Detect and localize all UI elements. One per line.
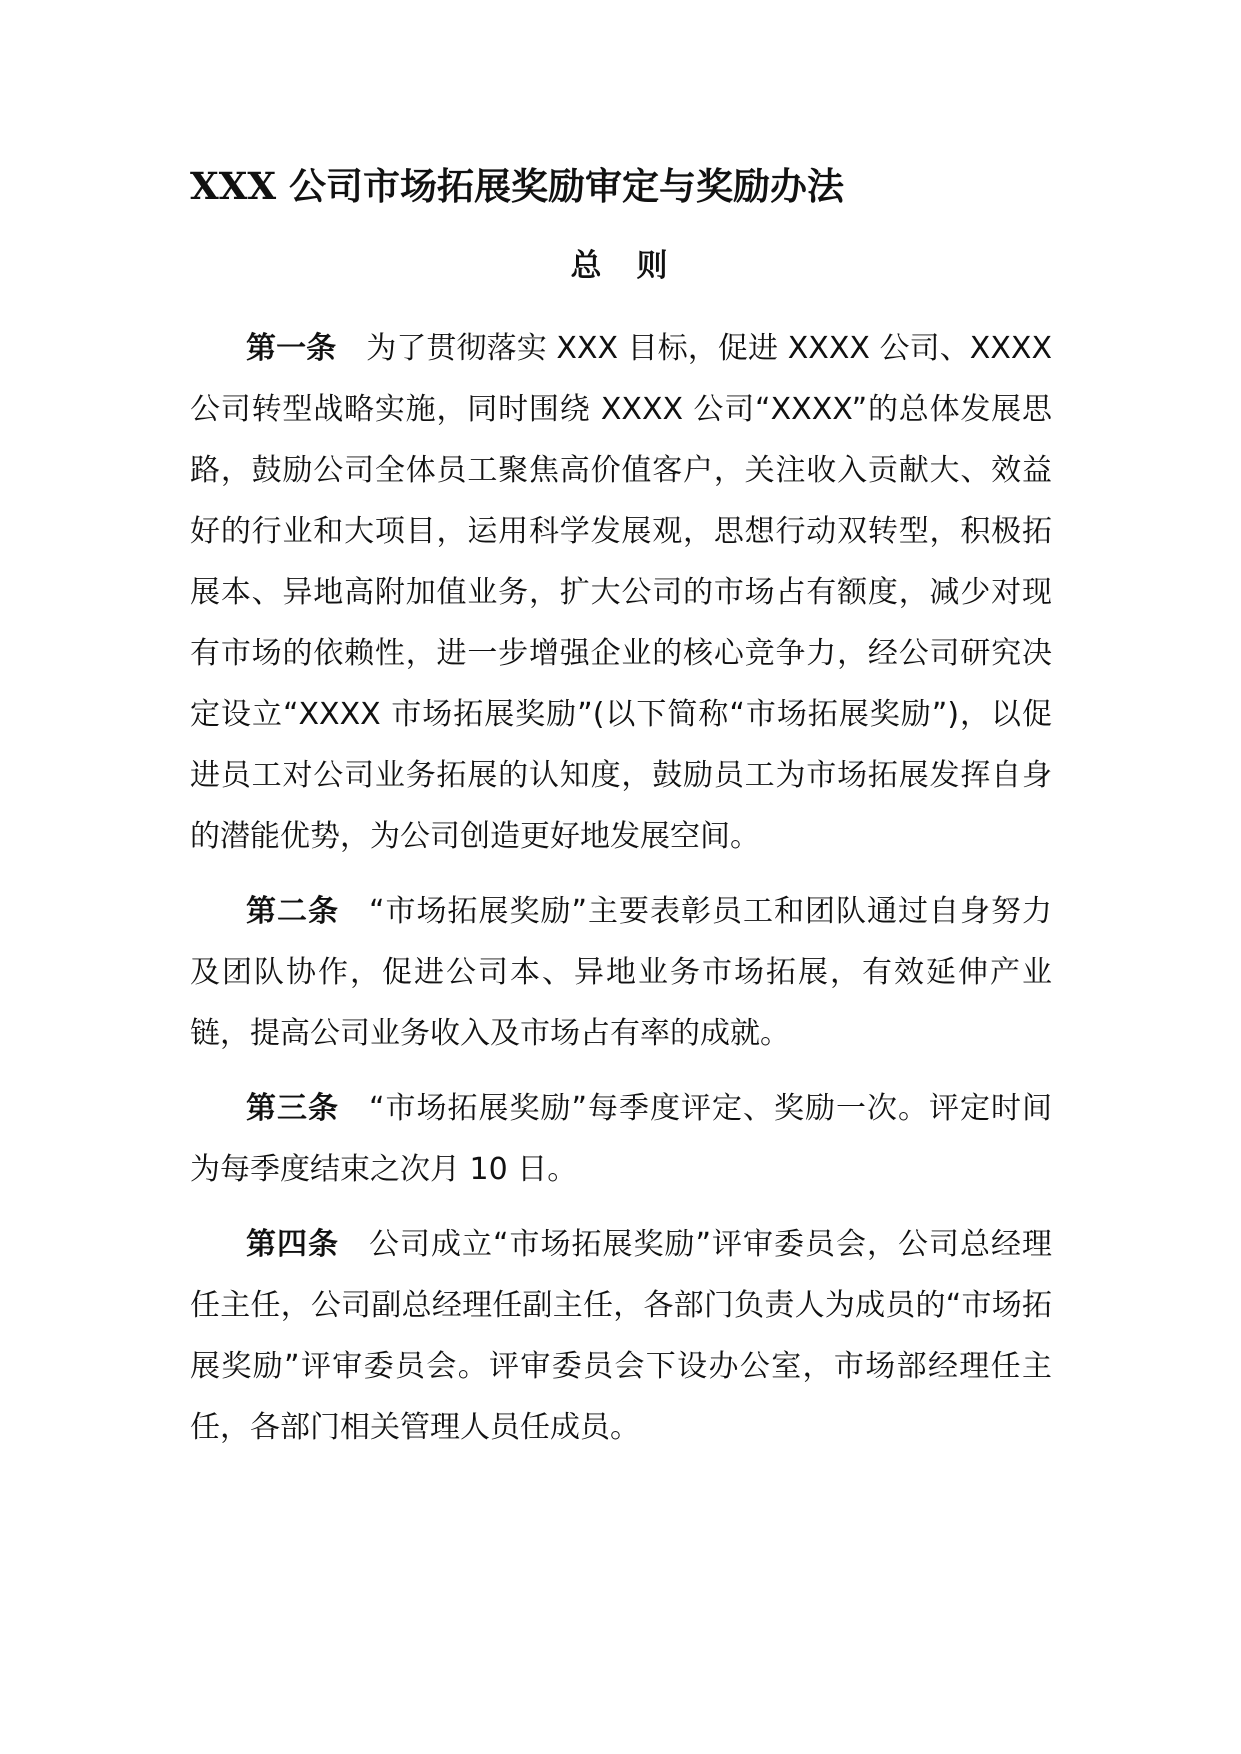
section-heading-general-provisions: 总 则: [570, 248, 670, 284]
article-text: 为了贯彻落实 XXX 目标，促进 XXXX 公司、XXXX 公司转型战略实施，同时围绕 XXXX 公司“XXXX”的总体发展思路，鼓励公司全体员工聚焦高价值客户，关注收入贡献大、效益好的行业和大项目，运用科学发展观，思想行动双转型，积极拓展本、异地高附加值业务，扩大公司的市场占有额度，减少对现有市场的依赖性，进一步增强企业的核心竞争力，经公司研究决定设立“XXXX 市场拓展奖励”(以下简称“市场拓展奖励”)，以促进员工对公司业务拓展的认知度，鼓励员工为市场拓展发挥自身的潜能优势，为公司创造更好地发展空间。: [190, 331, 1053, 854]
article-3: [190, 1078, 1052, 1200]
document-title: XXX 公司市场拓展奖励审定与奖励办法: [190, 164, 845, 208]
article-4: [190, 1214, 1052, 1458]
article-text: “市场拓展奖励”主要表彰员工和团队通过自身努力及团队协作，促进公司本、异地业务市场拓展，有效延伸产业链，提高公司业务收入及市场占有率的成就。: [190, 894, 1053, 1051]
article-number: 第四条: [246, 1227, 339, 1262]
article-text: “市场拓展奖励”每季度评定、奖励一次。评定时间为每季度结束之次月 10 日。: [190, 1091, 1053, 1187]
article-number: 第三条: [246, 1091, 339, 1126]
document-body: [190, 318, 1052, 1472]
article-2: [190, 881, 1052, 1064]
article-number: 第一条: [246, 331, 337, 366]
article-text: 公司成立“市场拓展奖励”评审委员会，公司总经理任主任，公司副总经理任副主任，各部门负责人为成员的“市场拓展奖励”评审委员会。评审委员会下设办公室，市场部经理任主任，各部门相关管理人员任成员。: [190, 1227, 1053, 1445]
article-1: [190, 318, 1052, 867]
article-number: 第二条: [246, 894, 339, 929]
